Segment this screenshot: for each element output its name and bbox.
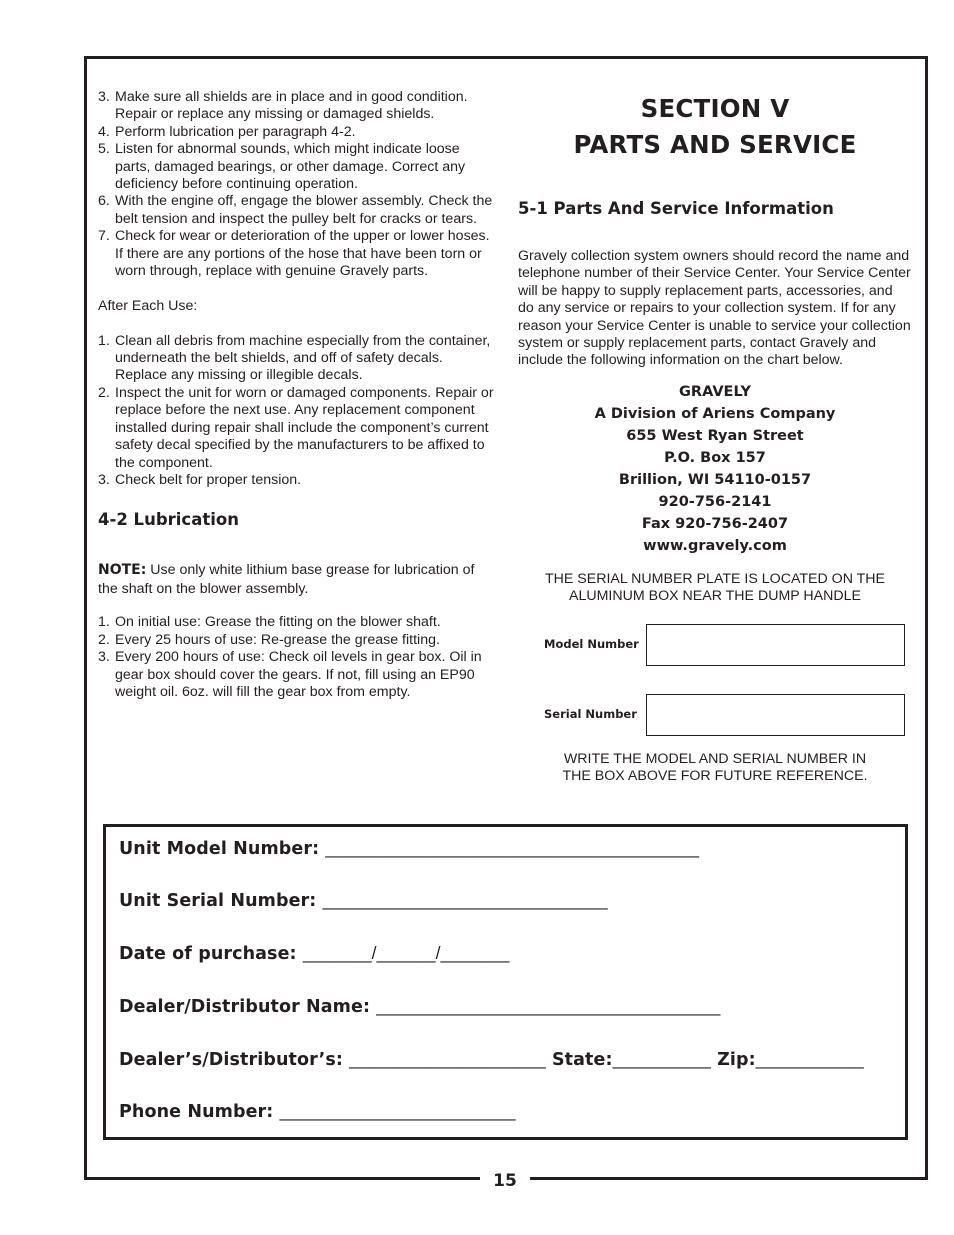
dealer-name-field[interactable]: ___________________________________ [376, 996, 721, 1016]
right-column [518, 89, 912, 785]
list-item-text: Check belt for proper tension. [115, 471, 302, 488]
section-title-line2: PARTS AND SERVICE [573, 130, 857, 159]
list-item-text: Listen for abnormal sounds, which might indicate loose parts, damaged bearings, or other damage. Correct any deficiency before continuing operation. [115, 141, 466, 193]
date-of-purchase-line [119, 943, 509, 964]
address-line: 655 West Ryan Street [626, 427, 804, 444]
list-item [98, 632, 498, 649]
after-use-list [98, 333, 498, 490]
list-item-text: On initial use: Grease the fitting on the blower shaft. [115, 614, 441, 631]
model-number-row [544, 624, 912, 666]
company-address [518, 381, 912, 557]
address-line: GRAVELY [679, 383, 751, 400]
list-item-text: Check for wear or deterioration of the upper or lower hoses. If there are any portions of the hose that have been torn or worn through, replace with genuine Gravely parts. [115, 228, 490, 280]
serial-number-label: Serial Number [544, 706, 637, 721]
list-item [98, 385, 498, 472]
lubrication-heading: 4-2 Lubrication [98, 510, 239, 530]
address-line: www.gravely.com [643, 537, 787, 554]
list-item [98, 228, 498, 280]
list-item-text: Inspect the unit for worn or damaged components. Repair or replace before the next use. Any replacement component installed during repair shall include the component’s current safety decal specified by the manufacturers to be affixed to the component. [115, 384, 494, 471]
list-item-number: 4. [98, 123, 110, 140]
list-item [98, 333, 498, 385]
left-column [98, 89, 498, 701]
list-item-number: 1. [98, 332, 110, 349]
section-title [518, 91, 912, 163]
list-item-text: Every 25 hours of use: Re-grease the grease fitting. [115, 631, 440, 648]
list-item-number: 1. [98, 614, 110, 631]
list-item-number: 3. [98, 471, 110, 488]
unit-model-field[interactable]: ______________________________________ [325, 838, 700, 858]
unit-serial-line [119, 890, 608, 911]
serial-plate-note-line1: THE SERIAL NUMBER PLATE IS LOCATED ON THE [544, 570, 886, 587]
list-item-number: 2. [98, 384, 110, 401]
list-item [98, 193, 498, 228]
parts-service-intro: Gravely collection system owners should record the name and telephone number of their Service Center. Your Service Center will be happy to supply replacement parts, accessories, and do any service or repairs to your collection system. If for any reason your Service Center is unable to service your collection system or supply replacement parts, contact Gravely and include the following information on the chart below. [518, 248, 911, 369]
serial-number-row [544, 694, 912, 736]
page-number: 15 [480, 1169, 530, 1193]
write-note [518, 751, 912, 786]
list-item-number: 3. [98, 89, 110, 105]
list-item-text: With the engine off, engage the blower assembly. Check the belt tension and inspect the pulley belt for cracks or tears. [115, 193, 493, 227]
serial-plate-note-line2: ALUMINUM BOX NEAR THE DUMP HANDLE [569, 588, 861, 605]
address-line: Fax 920-756-2407 [641, 515, 789, 532]
address-line: P.O. Box 157 [664, 449, 766, 466]
list-item-number: 3. [98, 649, 110, 666]
unit-serial-label: Unit Serial Number: [119, 891, 323, 911]
section-title-line1: SECTION V [640, 94, 790, 123]
list-item [98, 614, 498, 631]
address-line: 920-756-2141 [658, 493, 772, 510]
list-item-text: Make sure all shields are in place and in good condition. Repair or replace any missing or damaged shields. [115, 89, 468, 123]
list-item [98, 141, 498, 193]
list-item-text: Clean all debris from machine especially from the container, underneath the belt shields, and off of safety decals. Replace any missing or illegible decals. [115, 332, 491, 384]
write-note-line1: WRITE THE MODEL AND SERIAL NUMBER IN [563, 750, 867, 767]
list-item-number: 6. [98, 193, 110, 210]
unit-model-label: Unit Model Number: [119, 839, 326, 859]
unit-model-line [119, 838, 699, 859]
list-item-number: 7. [98, 228, 110, 245]
dealer-location-label: Dealer’s/Distributor’s: [119, 1050, 350, 1070]
dealer-name-label: Dealer/Distributor Name: [119, 997, 377, 1017]
address-line: Brillion, WI 54110-0157 [618, 471, 812, 488]
dealer-name-line [119, 996, 720, 1017]
date-of-purchase-label: Date of purchase: [119, 944, 303, 964]
address-line: A Division of Ariens Company [594, 405, 836, 422]
after-each-use-heading: After Each Use: [98, 297, 198, 314]
owner-record-form [103, 824, 908, 1140]
lubrication-note [98, 561, 498, 599]
list-item-number: 5. [98, 141, 110, 158]
date-of-purchase-field[interactable]: _______/______/_______ [302, 943, 510, 963]
list-item-text: Perform lubrication per paragraph 4-2. [115, 123, 356, 140]
list-item [98, 89, 498, 124]
state-label: State: [545, 1050, 613, 1070]
zip-label: Zip: [710, 1050, 756, 1070]
list-item [98, 472, 498, 489]
list-item [98, 124, 498, 141]
state-field[interactable]: __________ [612, 1049, 711, 1069]
list-item-text: Every 200 hours of use: Check oil levels in gear box. Oil in gear box should cover the gears. If not, fill using an EP90 weight oil. 6oz. will fill the gear box from empty. [115, 649, 482, 700]
dealer-location-field[interactable]: ____________________ [349, 1049, 546, 1069]
serial-number-box[interactable] [646, 694, 905, 736]
note-text: Use only white lithium base grease for lubrication of the shaft on the blower assembly. [98, 562, 475, 598]
lubrication-list [98, 614, 498, 701]
note-label: NOTE: [98, 562, 147, 579]
unit-serial-field[interactable]: _____________________________ [322, 890, 608, 910]
model-number-box[interactable] [646, 624, 905, 666]
serial-plate-note [518, 571, 912, 606]
parts-service-heading: 5-1 Parts And Service Information [518, 199, 834, 218]
write-note-line2: THE BOX ABOVE FOR FUTURE REFERENCE. [562, 768, 868, 785]
list-item-number: 2. [98, 631, 110, 648]
list-item [98, 649, 498, 701]
phone-number-label: Phone Number: [119, 1102, 280, 1122]
zip-field[interactable]: ___________ [755, 1049, 864, 1069]
dealer-location-line [119, 1049, 864, 1070]
maintenance-list [98, 89, 498, 280]
phone-number-field[interactable]: ________________________ [279, 1101, 516, 1121]
phone-number-line [119, 1101, 516, 1122]
model-number-label: Model Number [544, 636, 639, 651]
